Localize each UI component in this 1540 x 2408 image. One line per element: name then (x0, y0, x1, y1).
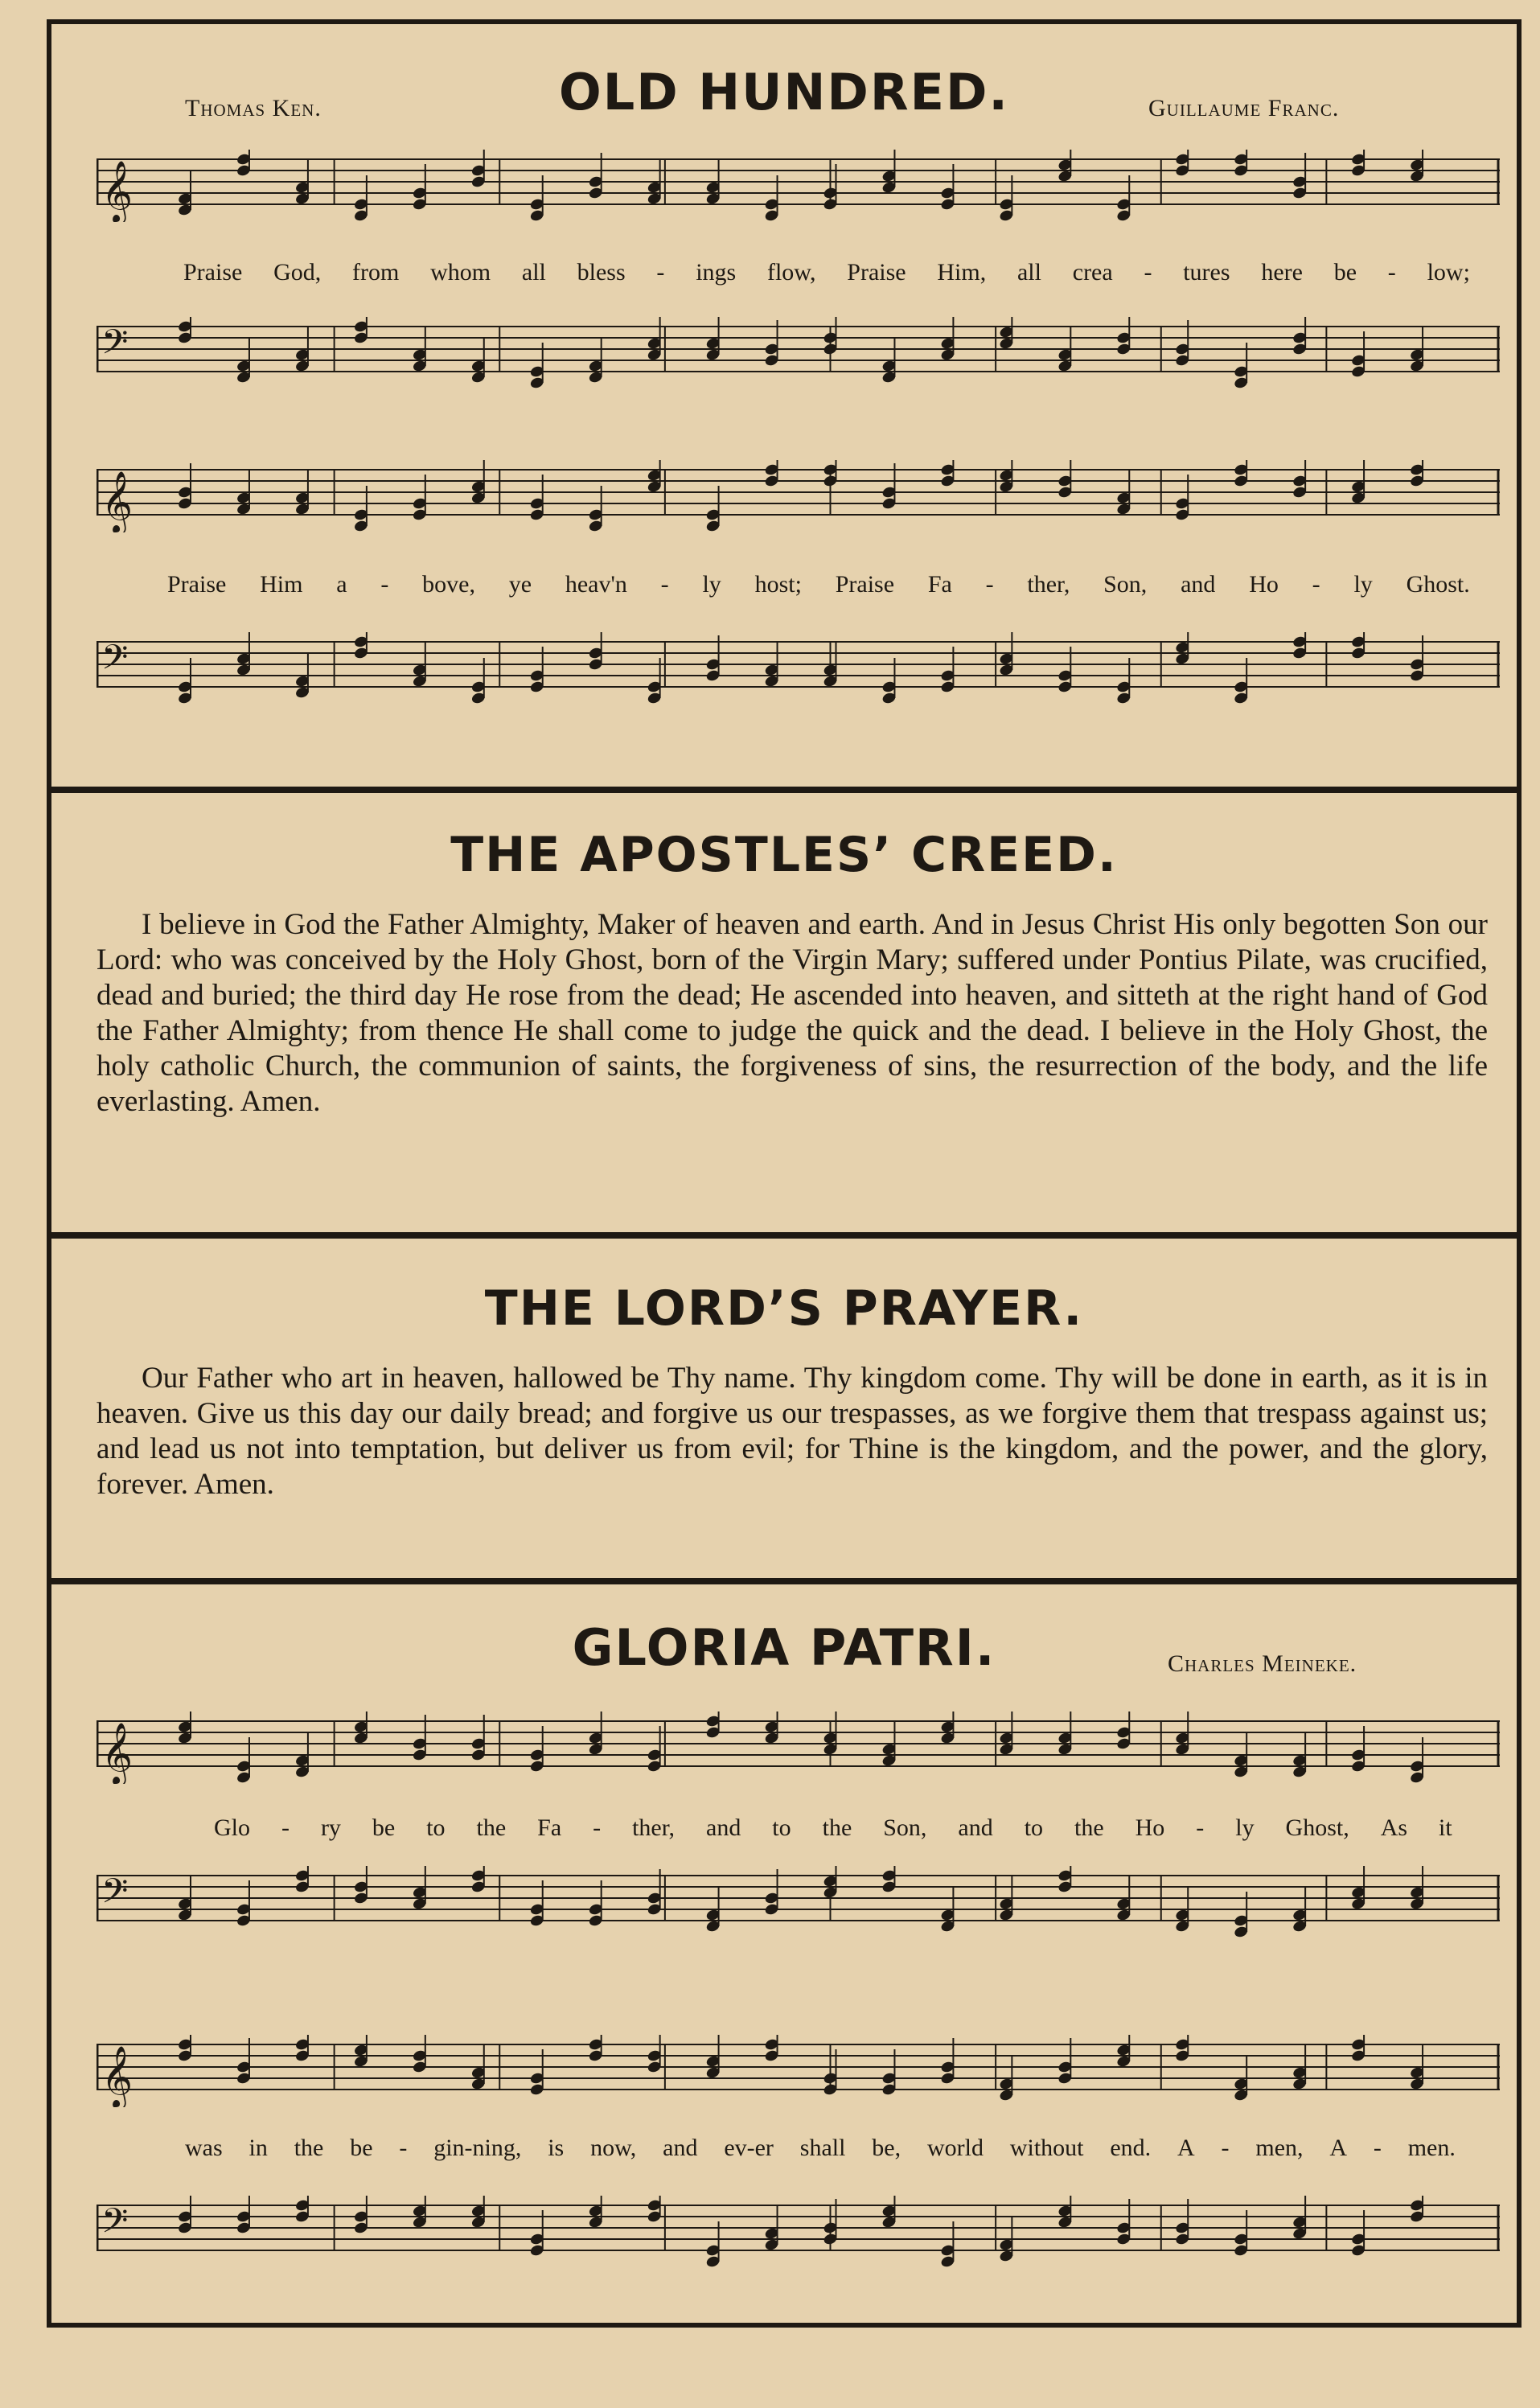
lyric-syllable: all (521, 259, 546, 286)
lyric-syllable: low; (1427, 259, 1470, 286)
lyric-syllable: and (958, 1814, 993, 1841)
lyric-syllable: host; (754, 571, 802, 598)
lyric-syllable: to (1024, 1814, 1044, 1841)
lyric-syllable: the (476, 1814, 507, 1841)
bass-staff (97, 632, 1500, 705)
creed-text: I believe in God the Father Almighty, Maker of heaven and earth. And in Jesus Christ His only begotten Son our Lord: who was conceived by the Holy Ghost, born of the Virgin Mary; suffered under Pontius Pilate, was crucified, dead and buried; the third day He rose from the dead; He ascended into heaven, and sitteth at the right hand of God the Father Almighty; from thence He shall come to judge the quick and the dead. I believe in the Holy Ghost, the holy catholic Church, the communion of saints, the forgiveness of sins, the resurrection of the body, and the life everlasting. Amen. (97, 908, 1488, 1118)
lyric-syllable: Him (260, 571, 303, 598)
lyric-syllable: is (548, 2135, 565, 2161)
lyric-syllable: - (380, 571, 389, 598)
lyric-syllable: - (1387, 259, 1396, 286)
lyric-syllable: - (985, 571, 994, 598)
bass-staff (97, 1866, 1500, 1938)
lyric-syllable: ye (508, 571, 532, 598)
lyric-syllable: and (706, 1814, 741, 1841)
bass-clef-icon: 𝄢 (101, 2201, 129, 2250)
lyric-syllable: Son, (1103, 571, 1148, 598)
lyric-syllable: shall (799, 2135, 846, 2161)
lyric-syllable: bove, (422, 571, 475, 598)
lyrics-line (167, 571, 1470, 598)
lyric-syllable: As (1380, 1814, 1408, 1841)
lyric-syllable: Ghost. (1406, 571, 1470, 598)
lyric-syllable: Praise (183, 259, 243, 286)
lyric-syllable: men. (1407, 2135, 1456, 2161)
lyric-syllable: - (281, 1814, 290, 1841)
section-title-creed: THE APOSTLES’ CREED. (450, 827, 1118, 883)
lyric-syllable: all (1016, 259, 1041, 286)
lyric-syllable: it (1439, 1814, 1452, 1841)
lyric-syllable: Ghost, (1285, 1814, 1349, 1841)
lyric-syllable: the (1074, 1814, 1104, 1841)
lyric-syllable: - (1373, 2135, 1382, 2161)
lyric-syllable: Fa (537, 1814, 562, 1841)
lyric-syllable: and (663, 2135, 698, 2161)
prayer-text: Our Father who art in heaven, hallowed be Thy name. Thy kingdom come. Thy will be done in earth, as it is in heaven. Give us this day our daily bread; and forgive us our trespasses, as we forgive them that trespass against us; and lead us not into temptation, but deliver us from evil; for Thine is the kingdom, and the power, and the glory, forever. Amen. (97, 1362, 1488, 1501)
lyric-syllable: Glo (214, 1814, 250, 1841)
lyrics-line (185, 2135, 1456, 2162)
lyric-syllable: was (185, 2135, 223, 2161)
lyric-syllable: ings (696, 259, 737, 286)
lyric-syllable: - (1312, 571, 1320, 598)
section-divider (47, 1578, 1522, 1584)
lyric-syllable: whom (430, 259, 491, 286)
lyric-syllable: the (822, 1814, 852, 1841)
treble-clef-icon: 𝄞 (101, 471, 133, 532)
lyric-syllable: Son, (883, 1814, 927, 1841)
lyric-syllable: - (1144, 259, 1152, 286)
lyric-syllable: - (399, 2135, 408, 2161)
lyric-syllable: now, (590, 2135, 637, 2161)
lyric-syllable: ther, (1027, 571, 1070, 598)
lyric-syllable: be (1333, 259, 1357, 286)
lyric-syllable: flow, (766, 259, 816, 286)
lyric-syllable: God, (273, 259, 322, 286)
lyric-syllable: A (1177, 2135, 1195, 2161)
composer-credit: Charles Meineke. (1168, 1650, 1357, 1677)
bass-staff (97, 2196, 1500, 2268)
lyric-syllable: be (350, 2135, 373, 2161)
lyric-syllable: Praise (847, 259, 906, 286)
lyric-syllable: and (1181, 571, 1216, 598)
bass-staff (97, 317, 1500, 389)
treble-staff (97, 2035, 1500, 2107)
lyric-syllable: end. (1110, 2135, 1152, 2161)
lyric-syllable: tures (1183, 259, 1230, 286)
lyric-syllable: heav'n (565, 571, 627, 598)
treble-staff (97, 150, 1500, 222)
lyric-syllable: ry (320, 1814, 341, 1841)
lyrics-line (183, 259, 1470, 286)
lyric-syllable: the (294, 2135, 324, 2161)
lyric-syllable: - (660, 571, 669, 598)
lyric-syllable: bless (577, 259, 626, 286)
lyric-syllable: men, (1255, 2135, 1304, 2161)
lyric-syllable: from (352, 259, 400, 286)
lyric-syllable: ther, (632, 1814, 676, 1841)
treble-clef-icon: 𝄞 (101, 1722, 133, 1784)
lyric-syllable: to (426, 1814, 446, 1841)
lyric-syllable: crea (1072, 259, 1113, 286)
lyric-syllable: Ho (1249, 571, 1279, 598)
lyric-syllable: - (1221, 2135, 1230, 2161)
lyric-syllable: world (926, 2135, 984, 2161)
lyric-syllable: - (593, 1814, 602, 1841)
lyric-syllable: gin-ning, (433, 2135, 522, 2161)
bass-clef-icon: 𝄢 (101, 638, 129, 686)
section-divider (47, 1232, 1522, 1239)
lyric-syllable: - (656, 259, 665, 286)
lyric-syllable: Praise (167, 571, 227, 598)
lyric-syllable: - (1196, 1814, 1205, 1841)
section-title-prayer: THE LORD’S PRAYER. (484, 1280, 1084, 1337)
composer-credit: Guillaume Franc. (1148, 95, 1340, 121)
hymn-title-old-hundred: OLD HUNDRED. (559, 63, 1009, 121)
lyric-syllable: be, (872, 2135, 901, 2161)
author-credit: Thomas Ken. (185, 95, 322, 121)
lyric-syllable: ly (1353, 571, 1373, 598)
lyric-syllable: ly (1235, 1814, 1255, 1841)
lyrics-line (214, 1814, 1452, 1842)
lyric-syllable: here (1261, 259, 1303, 286)
lyric-syllable: A (1329, 2135, 1348, 2161)
treble-staff (97, 1711, 1500, 1784)
lyric-syllable: a (336, 571, 347, 598)
lyric-syllable: ly (702, 571, 721, 598)
lyric-syllable: to (772, 1814, 791, 1841)
treble-clef-icon: 𝄞 (101, 160, 133, 222)
bass-clef-icon: 𝄢 (101, 1872, 129, 1920)
section-divider (47, 787, 1522, 793)
lyric-syllable: in (248, 2135, 268, 2161)
hymn-title-gloria-patri: GLORIA PATRI. (572, 1618, 996, 1677)
lyric-syllable: Fa (927, 571, 952, 598)
lyric-syllable: be (372, 1814, 396, 1841)
lyric-syllable: Him, (937, 259, 987, 286)
bass-clef-icon: 𝄢 (101, 323, 129, 371)
treble-staff (97, 460, 1500, 532)
lyric-syllable: ev-er (724, 2135, 774, 2161)
lyric-syllable: without (1009, 2135, 1084, 2161)
lyric-syllable: Praise (835, 571, 895, 598)
lyric-syllable: Ho (1135, 1814, 1165, 1841)
treble-clef-icon: 𝄞 (101, 2045, 133, 2107)
